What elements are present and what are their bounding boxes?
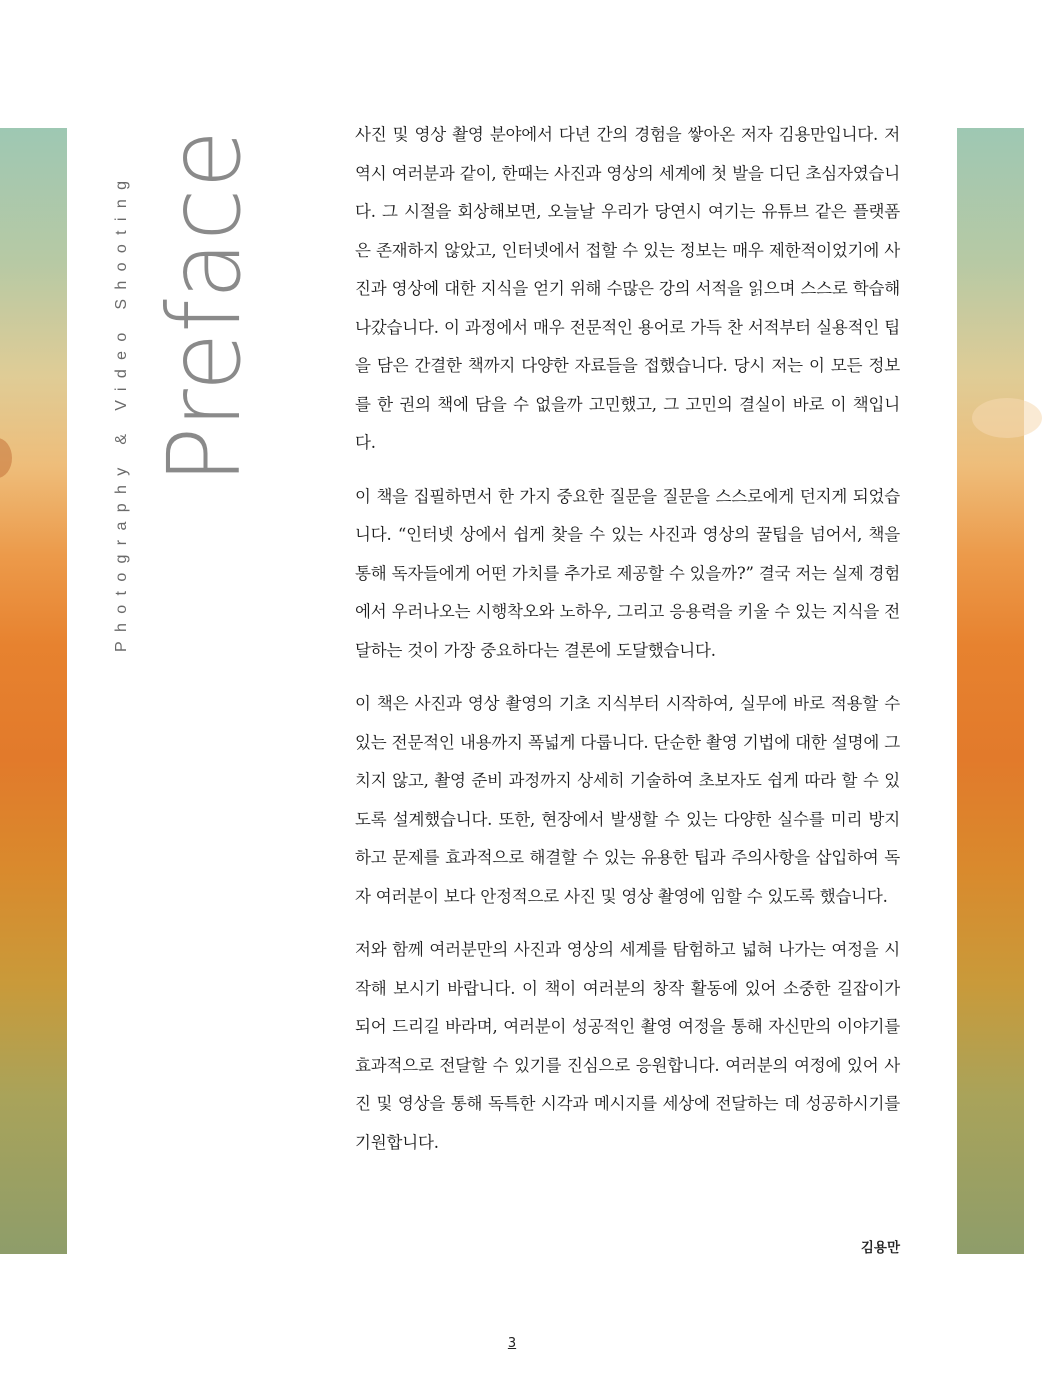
subtitle-text: Photography & Video Shooting	[113, 171, 130, 652]
vertical-subtitle	[106, 128, 136, 656]
right-decorative-strip	[957, 128, 1024, 1254]
paragraph: 이 책을 집필하면서 한 가지 중요한 질문을 질문을 스스로에게 던지게 되었습니다. “인터넷 상에서 쉽게 찾을 수 있는 사진과 영상의 꿀팁을 넘어서, 책을 통해 독자들에게 어떤 가치를 추가로 제공할 수 있을까?” 결국 저는 실제 경험에서 우러나오는 시행착오와 노하우, 그리고 응용력을 키울 수 있는 지식을 전달하는 것이 가장 중요하다는 결론에 도달했습니다.	[355, 486, 900, 660]
strip-blotch	[0, 438, 12, 478]
strip-blotch	[972, 398, 1042, 438]
author-signature: 김용만	[860, 1240, 900, 1256]
paragraph: 저와 함께 여러분만의 사진과 영상의 세계를 탐험하고 넓혀 나가는 여정을 시작해 보시기 바랍니다. 이 책이 여러분의 창작 활동에 있어 소중한 길잡이가 되어 드리길 바라며, 여러분이 성공적인 촬영 여정을 통해 자신만의 이야기를 효과적으로 전달할 수 있기를 진심으로 응원합니다. 여러분의 여정에 있어 사진 및 영상을 통해 독특한 시각과 메시지를 세상에 전달하는 데 성공하시기를 기원합니다.	[355, 940, 900, 1152]
left-decorative-strip	[0, 128, 67, 1254]
paragraph: 사진 및 영상 촬영 분야에서 다년 간의 경험을 쌓아온 저자 김용만입니다. 저 역시 여러분과 같이, 한때는 사진과 영상의 세계에 첫 발을 디딘 초심자였습니다. 그 시절을 회상해보면, 오늘날 우리가 당연시 여기는 유튜브 같은 플랫폼은 존재하지 않았고, 인터넷에서 접할 수 있는 정보는 매우 제한적이었기에 사진과 영상에 대한 지식을 얻기 위해 수많은 강의 서적을 읽으며 스스로 학습해 나갔습니다. 이 과정에서 매우 전문적인 용어로 가득 찬 서적부터 실용적인 팁을 담은 간결한 책까지 다양한 자료들을 접했습니다. 당시 저는 이 모든 정보를 한 권의 책에 담을 수 없을까 고민했고, 그 고민의 결실이 바로 이 책입니다.	[355, 125, 900, 452]
preface-body	[355, 116, 900, 1177]
page-title-text: Preface	[146, 112, 263, 484]
paragraph: 이 책은 사진과 영상 촬영의 기초 지식부터 시작하여, 실무에 바로 적용할 수 있는 전문적인 내용까지 폭넓게 다룹니다. 단순한 촬영 기법에 대한 설명에 그치지 않고, 촬영 준비 과정까지 상세히 기술하여 초보자도 쉽게 따라 할 수 있도록 설계했습니다. 또한, 현장에서 발생할 수 있는 다양한 실수를 미리 방지하고 문제를 효과적으로 해결할 수 있는 유용한 팁과 주의사항을 삽입하여 독자 여러분이 보다 안정적으로 사진 및 영상 촬영에 임할 수 있도록 했습니다.	[355, 694, 900, 906]
page-title	[140, 112, 263, 488]
page-number: 3	[507, 1336, 517, 1351]
